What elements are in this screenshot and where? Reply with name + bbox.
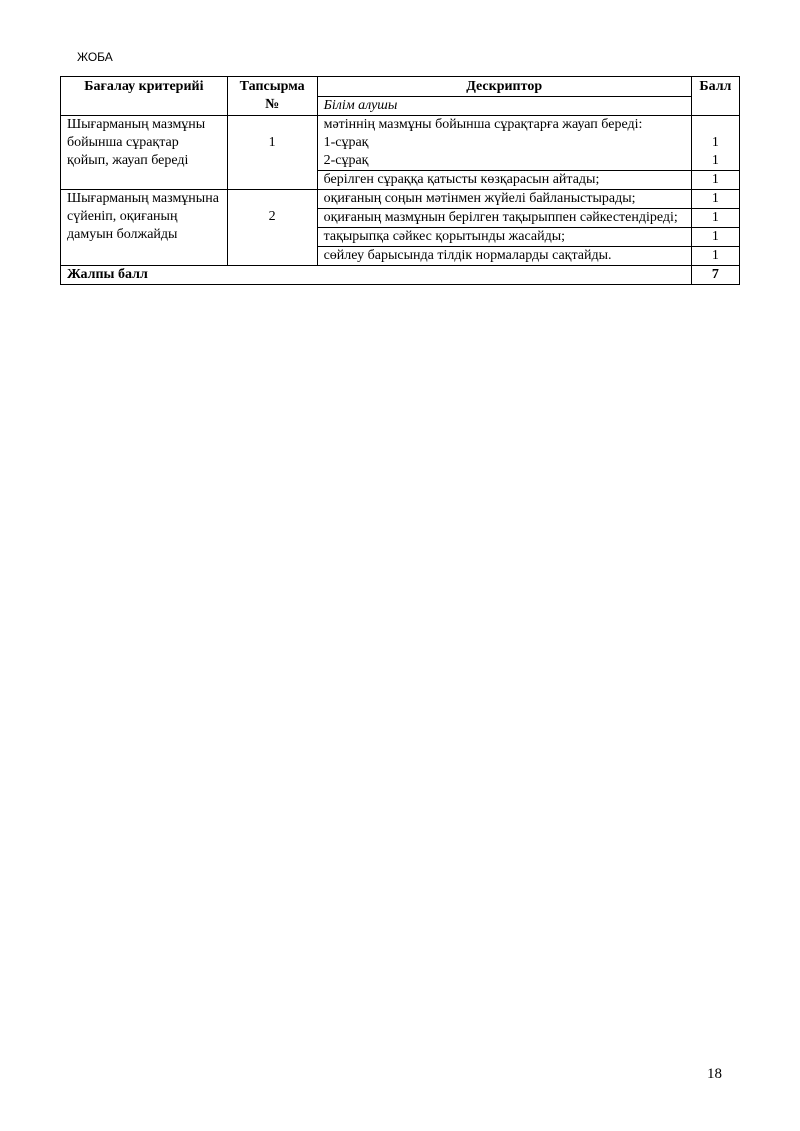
document-status-tag: ЖОБА [77, 50, 113, 64]
points-cell: 1 [691, 190, 739, 209]
header-points: Балл [691, 77, 739, 116]
descriptor-cell [317, 116, 691, 171]
task-number-cell: 2 [227, 190, 317, 266]
total-row [61, 266, 740, 285]
points-cell: 1 [691, 171, 739, 190]
descriptor-subitem: 2-сұрақ [323, 153, 369, 168]
page-number: 18 [707, 1066, 722, 1082]
criterion-cell: Шығарманың мазмұны бойынша сұрақтар қойып, жауап береді [61, 116, 228, 190]
points-cell: 1 [691, 228, 739, 247]
table-row [61, 116, 740, 171]
points-cell: 1 [691, 209, 739, 228]
points-value: 1 [711, 153, 719, 168]
table-header-row [61, 77, 740, 97]
points-cell: 1 [691, 247, 739, 266]
descriptor-cell: оқиғаның мазмұнын берілген тақырыппен сәйкестендіреді; [317, 209, 691, 228]
task-number-cell: 1 [227, 116, 317, 190]
header-criteria: Бағалау критерийі [61, 77, 228, 116]
points-cell [691, 116, 739, 171]
descriptor-subitem: 1-сұрақ [323, 135, 369, 150]
criterion-cell: Шығарманың мазмұнына сүйеніп, оқиғаның дамуын болжайды [61, 190, 228, 266]
total-points: 7 [691, 266, 739, 285]
assessment-table [60, 76, 740, 285]
descriptor-cell: оқиғаның соңын мәтінмен жүйелі байланыстырады; [317, 190, 691, 209]
header-task: Тапсырма № [227, 77, 317, 116]
descriptor-text: мәтіннің мазмұны бойынша сұрақтарға жауап береді: [323, 117, 643, 132]
table-row [61, 190, 740, 209]
header-descriptor: Дескриптор [317, 77, 691, 97]
total-label: Жалпы балл [61, 266, 692, 285]
descriptor-cell: сөйлеу барысында тілдік нормаларды сақтайды. [317, 247, 691, 266]
descriptor-cell: тақырыпқа сәйкес қорытынды жасайды; [317, 228, 691, 247]
descriptor-cell: берілген сұраққа қатысты көзқарасын айтады; [317, 171, 691, 190]
header-descriptor-subtitle: Білім алушы [317, 97, 691, 116]
points-value: 1 [711, 135, 719, 150]
